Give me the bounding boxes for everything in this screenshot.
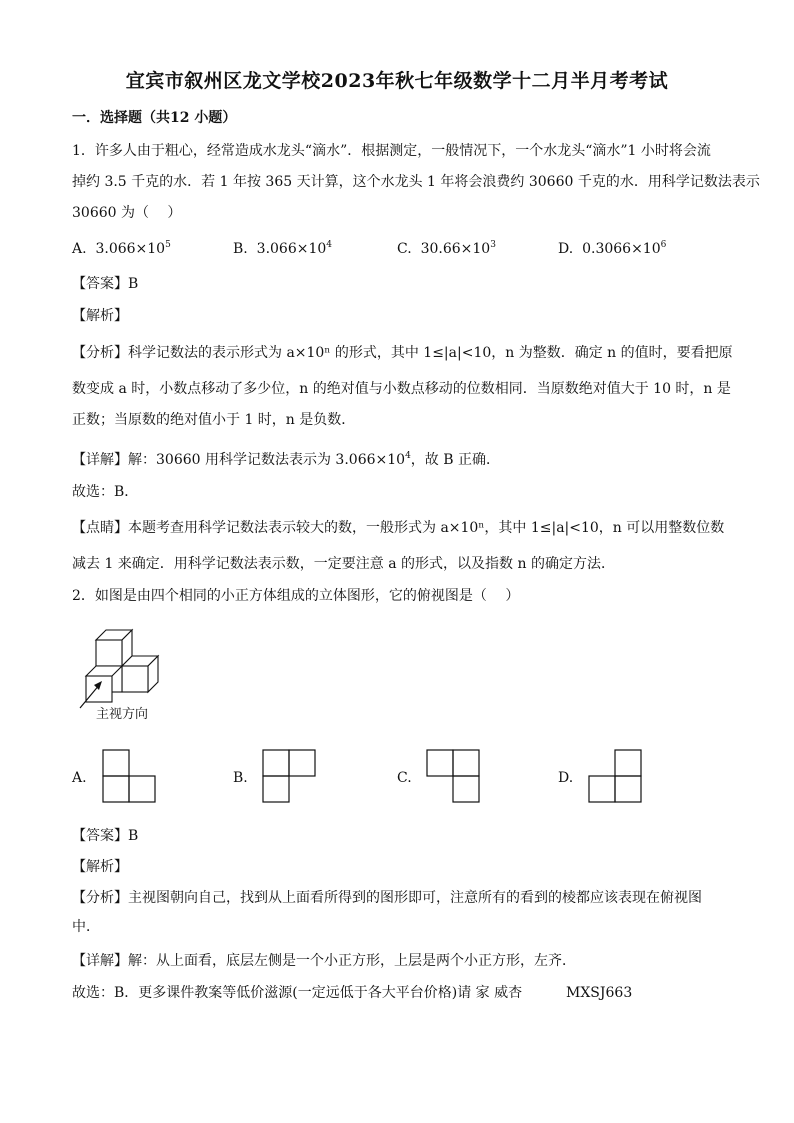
page-title: 宜宾市叙州区龙文学校2023年秋七年级数学十二月半月考考试 <box>125 70 669 92</box>
q2-analysis-line-2: 中． <box>72 919 100 935</box>
option-letter: D. <box>558 241 574 257</box>
q2-option-c-figure <box>426 749 482 805</box>
option-exponent: 6 <box>660 240 667 250</box>
q2-code: MXSJ663 <box>566 985 633 1001</box>
q1-detail <box>72 446 500 470</box>
q1-option-a <box>72 240 171 257</box>
q2-option-a-figure <box>102 749 158 805</box>
q2-choose: 故选：B．更多课件教案等低价滋源(一定远低于各大平台价格)请 家 威杏 <box>72 985 523 1001</box>
q2-option-c-label: C. <box>397 770 412 786</box>
q2-jiexi-label: 【解析】 <box>72 859 128 875</box>
figure-caption: 主视方向 <box>96 707 149 722</box>
option-base: 0.3066×10 <box>582 241 661 257</box>
q1-detail-pre: 【详解】解：30660 用科学记数法表示为 3.066×10 <box>72 452 406 468</box>
q1-option-b <box>233 240 332 257</box>
option-base: 3.066×10 <box>256 241 327 257</box>
q2-detail: 【详解】解：从上面看，底层左侧是一个小正方形，上层是两个小正方形，左齐． <box>72 953 576 969</box>
option-base: 30.66×10 <box>420 241 491 257</box>
q2-answer: 【答案】B <box>72 828 139 844</box>
q1-analysis-line-1: 【分析】科学记数法的表示形式为 a×10ⁿ 的形式，其中 1≤|a|<10，n 为整数．确定 n 的值时，要看把原 <box>72 345 733 361</box>
q1-detail-exponent: 4 <box>405 451 411 461</box>
option-letter: A. <box>72 241 87 257</box>
q2-text: 2．如图是由四个相同的小正方体组成的立体图形，它的俯视图是（ ） <box>72 588 520 604</box>
option-exponent: 4 <box>326 240 333 250</box>
q1-jiexi-label: 【解析】 <box>72 308 128 324</box>
q1-point-line-2: 减去 1 来确定．用科学记数法表示数，一定要注意 a 的形式，以及指数 n 的确定方法． <box>72 556 615 572</box>
q1-analysis-line-3: 正数；当原数的绝对值小于 1 时，n 是负数． <box>72 412 356 428</box>
q2-option-b-label: B. <box>233 770 248 786</box>
q1-text-line-1: 1．许多人由于粗心，经常造成水龙头“滴水”．根据测定，一般情况下，一个水龙头“滴水”1 小时将会流 <box>72 143 711 159</box>
q1-answer: 【答案】B <box>72 276 139 292</box>
option-exponent: 3 <box>490 240 496 250</box>
option-base: 3.066×10 <box>95 241 166 257</box>
option-exponent: 5 <box>165 240 171 250</box>
option-letter: C. <box>397 241 412 257</box>
q2-analysis-line-1: 【分析】主视图朝向自己，找到从上面看所得到的图形即可，注意所有的看到的棱都应该表现在俯视图 <box>72 890 702 906</box>
q1-choose: 故选：B． <box>72 484 139 500</box>
cube-figure <box>78 622 168 714</box>
q1-option-c <box>397 240 496 257</box>
section-heading: 一．选择题（共12 小题） <box>72 110 237 126</box>
q1-point-line-1: 【点睛】本题考查用科学记数法表示较大的数，一般形式为 a×10ⁿ，其中 1≤|a|<10，n 可以用整数位数 <box>72 520 725 536</box>
q2-option-a-label: A. <box>72 770 87 786</box>
q1-detail-post: ，故 B 正确． <box>410 452 500 468</box>
option-letter: B. <box>233 241 248 257</box>
q2-option-b-figure <box>262 749 318 805</box>
q2-option-d-figure <box>588 749 644 805</box>
q1-option-d <box>558 240 666 257</box>
q1-text-line-3: 30660 为（ ） <box>72 205 182 221</box>
q1-text-line-2: 掉约 3.5 千克的水．若 1 年按 365 天计算，这个水龙头 1 年将会浪费约 30660 千克的水．用科学记数法表示 <box>72 174 760 190</box>
q1-analysis-line-2: 数变成 a 时，小数点移动了多少位，n 的绝对值与小数点移动的位数相同．当原数绝对值大于 10 时，n 是 <box>72 381 731 397</box>
q2-option-d-label: D. <box>558 770 574 786</box>
